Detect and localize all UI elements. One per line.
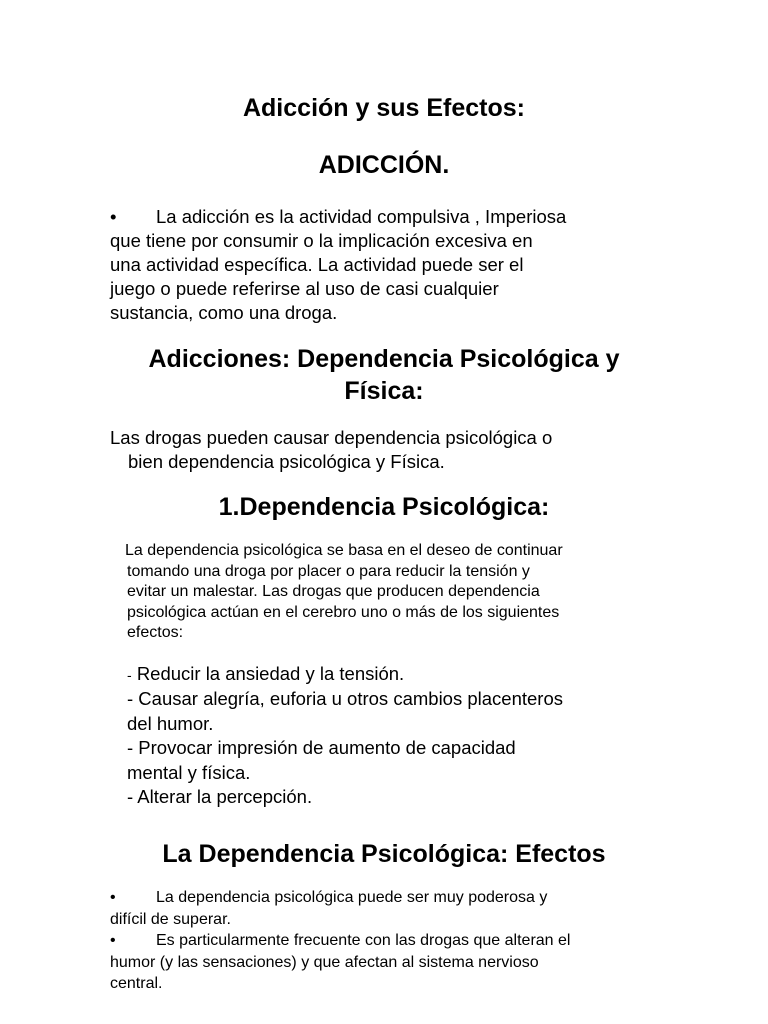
psych-line-5: efectos:	[127, 624, 184, 641]
bullet-item-2: • Es particularmente frecuente con las drogas que alteran el	[110, 930, 570, 952]
document-title: Adicción y sus Efectos:	[242, 94, 526, 122]
heading-adicciones-dependencia: Adicciones: Dependencia Psicológica y Física:	[148, 345, 620, 405]
effects-list	[127, 662, 563, 809]
intro-paragraph	[110, 205, 566, 325]
psych-line-3: evitar un malestar. Las drogas que producen dependencia	[127, 583, 540, 600]
dependence-line-1: Las drogas pueden causar dependencia psicológica o	[110, 427, 553, 448]
heading-dependencia-psicologica: 1.Dependencia Psicológica:	[218, 493, 550, 521]
list-item: - Provocar impresión de aumento de capacidad	[127, 737, 516, 759]
list-item-continuation: del humor.	[127, 712, 214, 734]
dependence-line-2: bien dependencia psicológica y Física.	[128, 451, 445, 472]
dependence-paragraph	[110, 426, 552, 474]
intro-line-4: juego o puede referirse al uso de casi cualquier	[110, 278, 499, 299]
section-title-adiccion: ADICCIÓN.	[318, 151, 450, 179]
bullet-item-1-continuation: difícil de superar.	[110, 910, 231, 928]
list-item: - Alterar la percepción.	[127, 786, 313, 808]
psych-paragraph	[127, 541, 563, 644]
psych-line-2: tomando una droga por placer o para reducir la tensión y	[127, 562, 530, 580]
effects-bullets	[110, 887, 570, 995]
bullet-icon: •	[110, 206, 117, 227]
psych-line-1: La dependencia psicológica se basa en el deseo de continuar	[125, 542, 563, 559]
psych-line-4: psicológica actúan en el cerebro uno o más de los siguientes	[127, 603, 560, 621]
bullet-item-1: • La dependencia psicológica puede ser muy poderosa y	[110, 887, 570, 909]
bullet-icon: •	[110, 932, 116, 949]
bullet-icon: •	[110, 889, 116, 906]
list-item-continuation: mental y física.	[127, 761, 251, 783]
list-item: - Reducir la ansiedad y la tensión.	[127, 663, 405, 684]
intro-line-5: sustancia, como una droga.	[110, 302, 338, 323]
heading-efectos: La Dependencia Psicológica: Efectos	[162, 840, 606, 868]
bullet-item-2-continuation: humor (y las sensaciones) y que afectan al sistema nervioso	[110, 953, 539, 971]
list-item: - Causar alegría, euforia u otros cambios placenteros	[127, 688, 563, 710]
intro-line-2: que tiene por consumir o la implicación excesiva en	[110, 230, 533, 251]
intro-line-3: una actividad específica. La actividad puede ser el	[110, 254, 524, 275]
intro-line-1: • La adicción es la actividad compulsiva , Imperiosa	[110, 206, 567, 227]
bullet-item-2-continuation: central.	[110, 975, 163, 992]
